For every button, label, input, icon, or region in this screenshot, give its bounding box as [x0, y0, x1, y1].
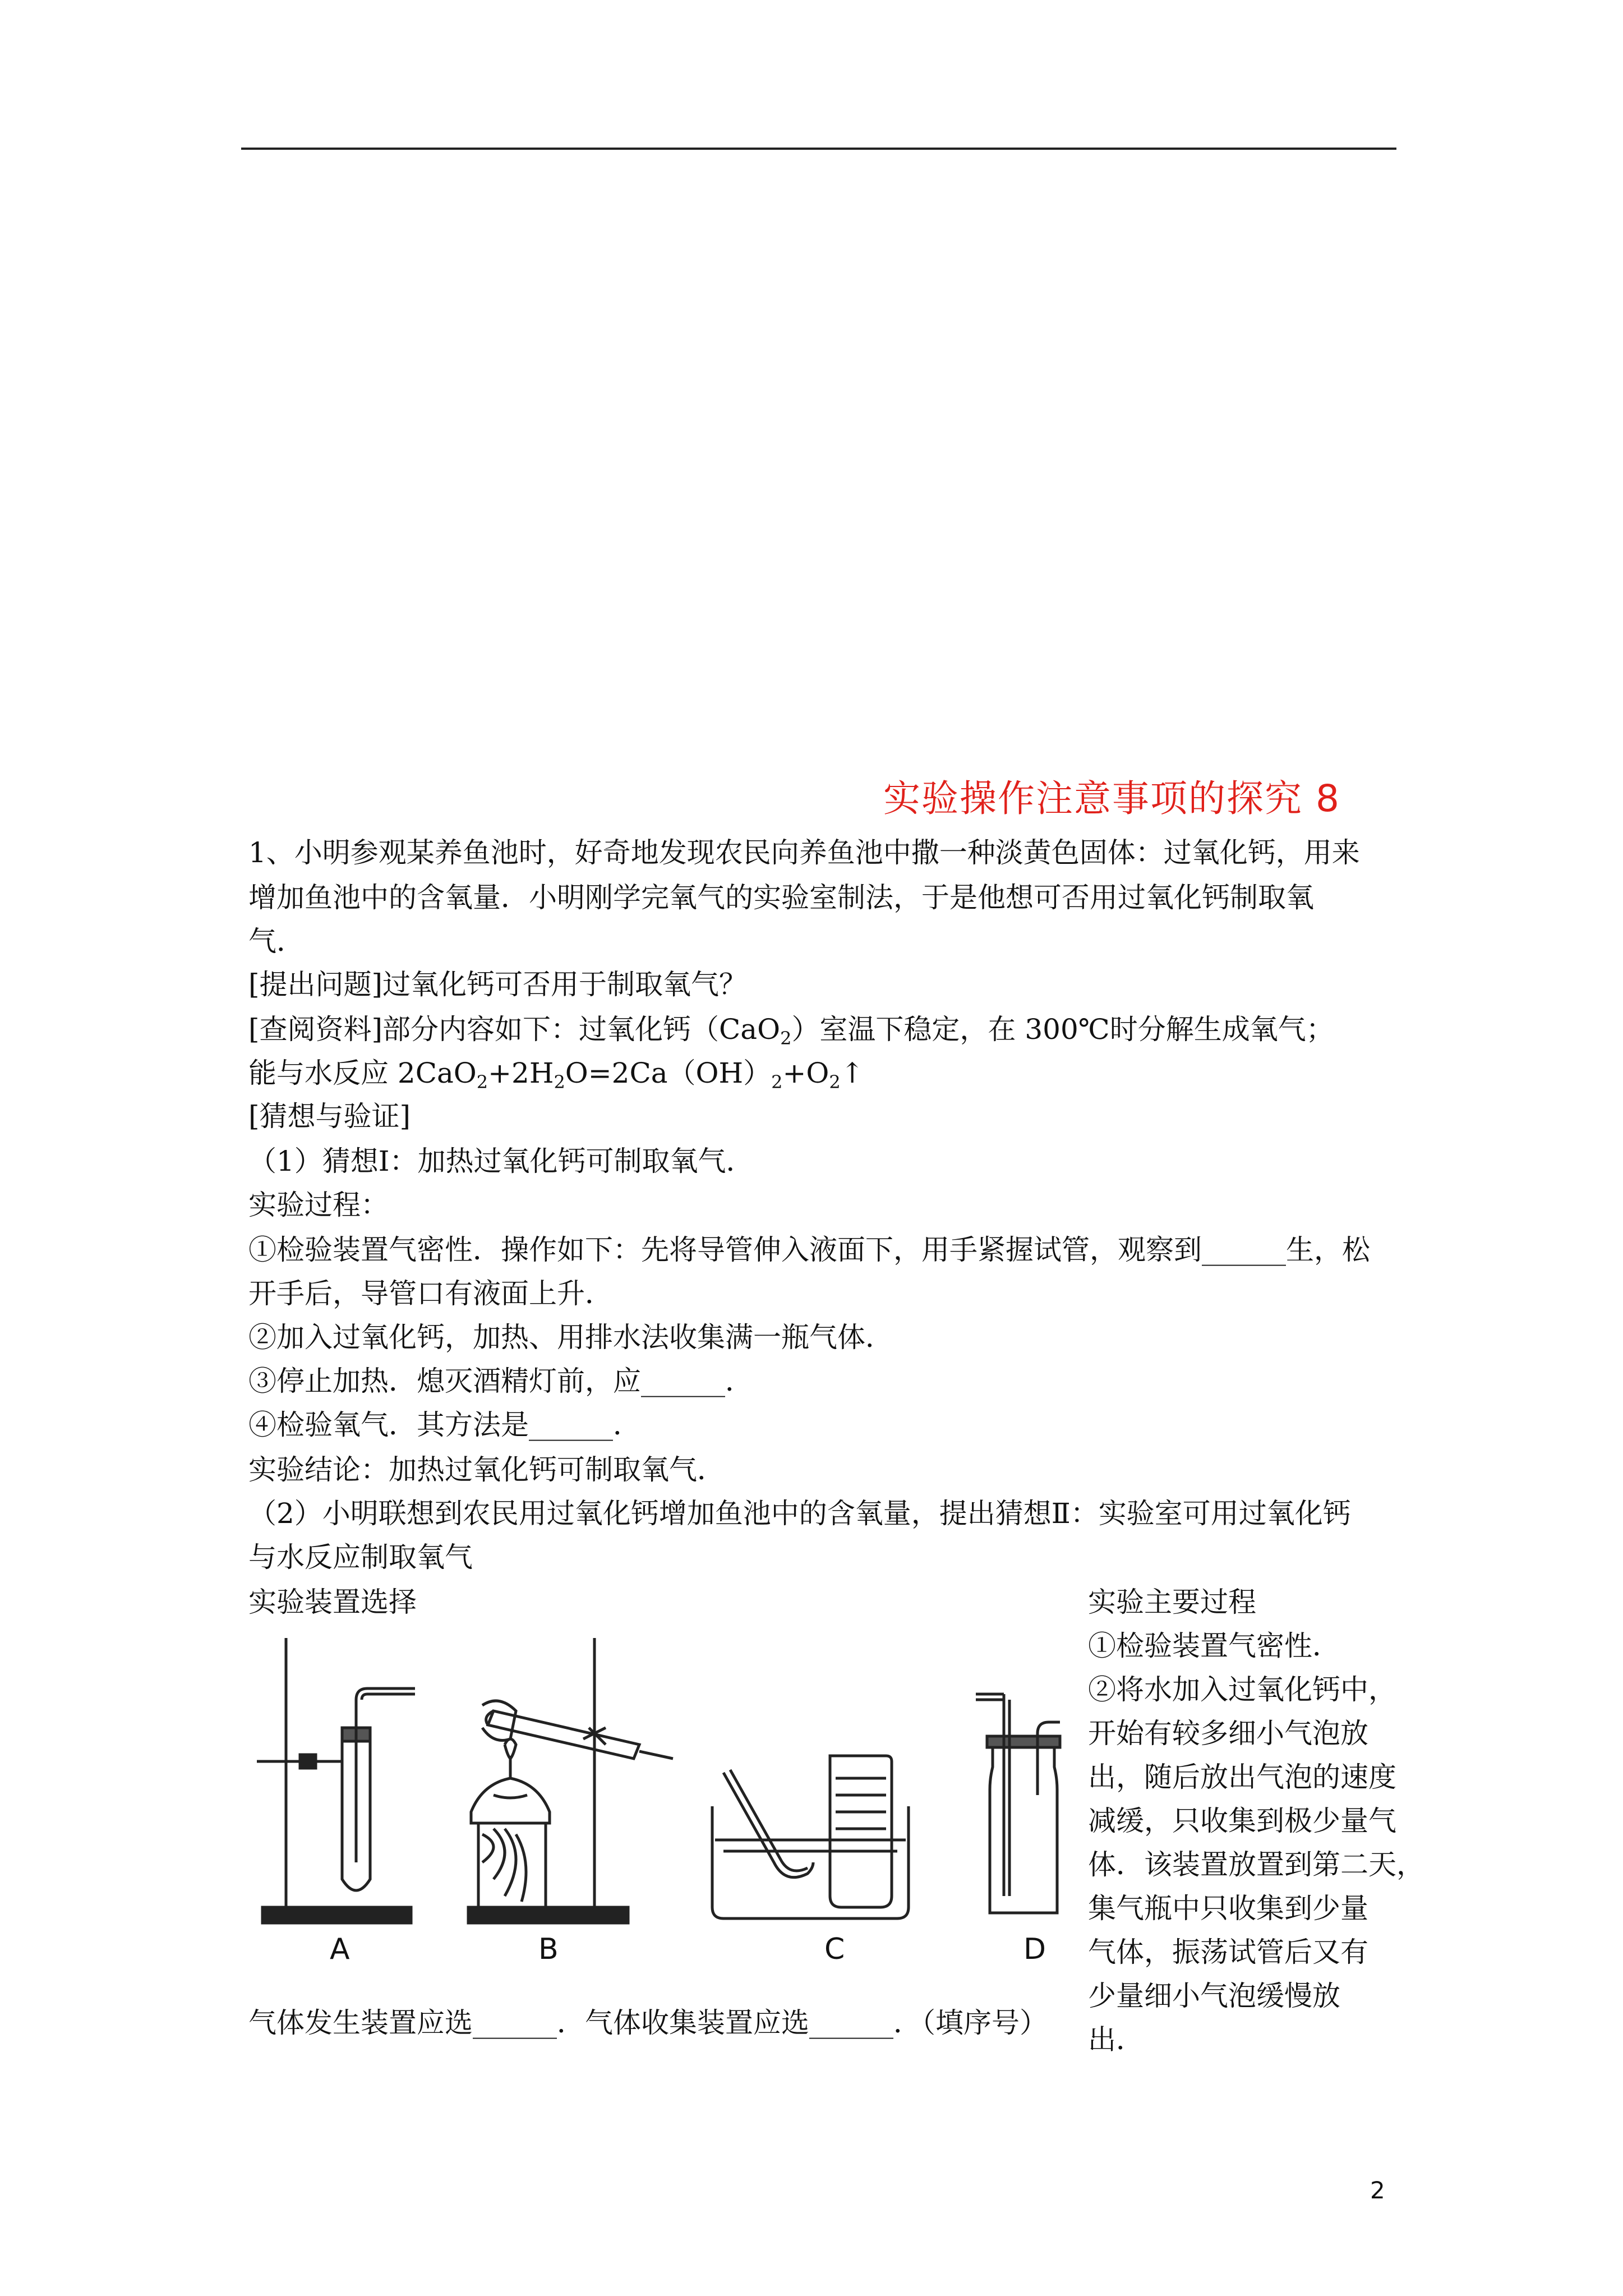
step-4: ④检验氧气．其方法是______． [248, 1409, 641, 1441]
right-line: 出． [1088, 2023, 1144, 2056]
step-3: ③停止加热．熄灭酒精灯前，应______． [248, 1365, 753, 1397]
figure-label-c: C [824, 1932, 845, 1966]
reference-line [248, 1013, 1334, 1055]
apparatus-d [976, 1694, 1060, 1913]
right-line: ②将水加入过氧化钙中， [1088, 1673, 1396, 1706]
apparatus-drawing [247, 1627, 1077, 1963]
right-line: 减缓，只收集到极少量气 [1088, 1805, 1396, 1837]
right-line: 出，随后放出气泡的速度 [1088, 1761, 1396, 1793]
figure-label-a: A [330, 1932, 350, 1966]
step-2: ②加入过氧化钙，加热、用排水法收集满一瓶气体． [248, 1321, 893, 1354]
apparatus-a [257, 1638, 415, 1923]
hypothesis-heading: [猜想与验证] [248, 1100, 411, 1133]
figure-label-b: B [538, 1932, 559, 1966]
reference-text-1: [查阅资料]部分内容如下：过氧化钙（CaO [248, 1013, 781, 1046]
subscript: 2 [780, 1028, 792, 1049]
subscript: 2 [771, 1071, 783, 1093]
right-line: 开始有较多细小气泡放 [1088, 1717, 1368, 1750]
page-number: 2 [1370, 2177, 1385, 2204]
conclusion: 实验结论：加热过氧化钙可制取氧气． [248, 1453, 725, 1486]
step-1-cont: 开手后，导管口有液面上升． [248, 1277, 613, 1310]
header-rule [241, 148, 1396, 150]
question-line-1: 1、小明参观某养鱼池时，好奇地发现农民向养鱼池中撒一种淡黄色固体：过氧化钙，用来 [248, 836, 1360, 869]
question-line-2: 增加鱼池中的含氧量．小明刚学完氧气的实验室制法，于是他想可否用过氧化钙制取氧 [248, 881, 1314, 914]
equation-part: +2H [488, 1057, 554, 1089]
right-column-heading: 实验主要过程 [1088, 1586, 1256, 1618]
subscript: 2 [554, 1071, 565, 1093]
equation-part: O=2Ca（OH） [565, 1057, 772, 1089]
reaction-equation [248, 1056, 864, 1099]
apparatus-c [712, 1756, 909, 1918]
equation-part: +O [782, 1057, 829, 1089]
right-line: 体．该装置放置到第二天， [1088, 1848, 1424, 1881]
question-heading: [提出问题]过氧化钙可否用于制取氧气？ [248, 968, 748, 1001]
document-title: 实验操作注意事项的探究 8 [883, 777, 1340, 820]
right-line: 集气瓶中只收集到少量 [1088, 1892, 1368, 1925]
subscript: 2 [476, 1071, 488, 1093]
figure-label-d: D [1023, 1932, 1046, 1966]
right-line: 少量细小气泡缓慢放 [1088, 1980, 1340, 2012]
hypothesis-1: （1）猜想Ⅰ：加热过氧化钙可制取氧气． [248, 1145, 754, 1177]
apparatus-heading: 实验装置选择 [248, 1586, 417, 1618]
right-line: 气体，振荡试管后又有 [1088, 1936, 1368, 1968]
subscript: 2 [829, 1071, 841, 1093]
equation-part: 能与水反应 2CaO [248, 1057, 477, 1089]
right-line: ①检验装置气密性． [1088, 1630, 1340, 1662]
apparatus-figures [247, 1627, 1077, 1966]
up-arrow: ↑ [840, 1057, 864, 1089]
apparatus-b [468, 1638, 673, 1923]
question-line-3: 气． [248, 925, 305, 958]
reference-text-2: ）室温下稳定，在 300℃时分解生成氧气； [791, 1013, 1334, 1046]
hypothesis-2: （2）小明联想到农民用过氧化钙增加鱼池中的含氧量，提出猜想Ⅱ：实验室可用过氧化钙 [248, 1497, 1351, 1530]
fill-in-question: 气体发生装置应选______．气体收集装置应选______．（填序号） [248, 2007, 1048, 2039]
step-1: ①检验装置气密性．操作如下：先将导管伸入液面下，用手紧握试管，观察到______生，松 [248, 1234, 1370, 1266]
process-heading: 实验过程： [248, 1189, 389, 1221]
hypothesis-2-cont: 与水反应制取氧气 [248, 1541, 473, 1573]
